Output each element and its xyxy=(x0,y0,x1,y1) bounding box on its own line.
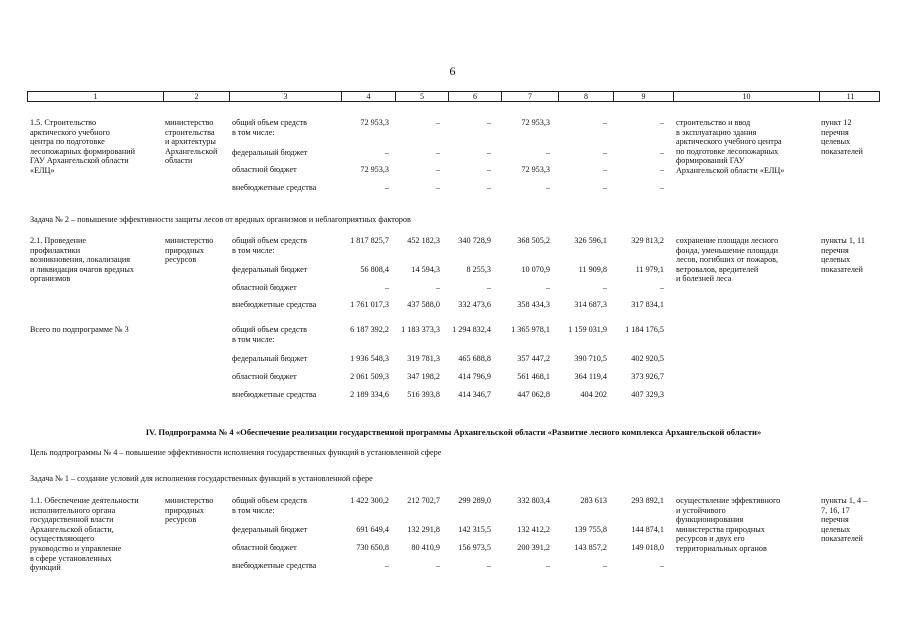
table-header-row xyxy=(27,91,880,102)
activity-name: центра по подготовке xyxy=(30,137,105,147)
funding-source-label: федеральный бюджет xyxy=(232,265,308,274)
funding-value: – xyxy=(545,148,550,157)
target-indicator: пункты 1, 4 – xyxy=(821,496,868,505)
expected-result: ресурсов и двух его xyxy=(676,534,745,544)
funding-value: – xyxy=(486,283,491,292)
funding-source-label: внебюджетные средства xyxy=(232,300,317,309)
funding-value: 283 613 xyxy=(580,496,607,505)
funding-value: 452 182,3 xyxy=(407,236,440,245)
funding-value: – xyxy=(602,118,607,127)
funding-value: – xyxy=(435,148,440,157)
funding-source-label: в том числе: xyxy=(232,505,275,515)
expected-result: и болезней леса xyxy=(676,274,732,284)
funding-value: 317 834,1 xyxy=(631,300,664,309)
funding-value: 329 813,2 xyxy=(631,236,664,245)
funding-source-label: общий объем средств xyxy=(232,118,308,127)
funding-value: 1 761 017,3 xyxy=(350,300,389,309)
column-header: 3 xyxy=(229,92,341,101)
funding-value: 340 728,9 xyxy=(458,236,491,245)
funding-value: – xyxy=(435,118,440,127)
funding-value: 72 953,3 xyxy=(521,165,550,174)
funding-value: – xyxy=(659,165,664,174)
funding-value: 72 953,3 xyxy=(360,165,389,174)
funding-value: – xyxy=(486,165,491,174)
target-indicator: пункты 1, 11 xyxy=(821,236,865,245)
column-header: 5 xyxy=(395,92,448,101)
activity-name: Архангельской области, xyxy=(30,524,114,534)
funding-source-label: в том числе: xyxy=(232,127,275,137)
expected-result: арктического учебного центра xyxy=(676,137,782,147)
activity-name: арктического учебного xyxy=(30,127,110,137)
funding-value: – xyxy=(659,183,664,192)
funding-value: 56 808,4 xyxy=(360,265,389,274)
funding-value: – xyxy=(435,165,440,174)
funding-source-label: областной бюджет xyxy=(232,543,297,552)
funding-value: 11 979,1 xyxy=(635,265,664,274)
target-indicator: показателей xyxy=(821,534,863,544)
funding-source-label: областной бюджет xyxy=(232,372,297,381)
funding-value: – xyxy=(659,148,664,157)
funding-value: 404 202 xyxy=(580,390,607,399)
funding-value: – xyxy=(486,183,491,192)
funding-value: 407 329,3 xyxy=(631,390,664,399)
funding-value: 1 365 978,1 xyxy=(511,325,550,334)
funding-value: – xyxy=(602,561,607,570)
activity-name: 1.5. Строительство xyxy=(30,118,97,127)
funding-value: 332 473,6 xyxy=(458,300,491,309)
expected-result: в эксплуатацию здания xyxy=(676,127,757,137)
subprogram-total-label: Всего по подпрограмме № 3 xyxy=(30,325,129,334)
expected-result: Архангельской области «ЕЛЦ» xyxy=(676,166,785,175)
funding-value: – xyxy=(659,283,664,292)
funding-value: – xyxy=(384,183,389,192)
activity-name: профилактики xyxy=(30,245,81,255)
funding-value: 293 892,1 xyxy=(631,496,664,505)
expected-result: министерства природных xyxy=(676,524,765,534)
responsible-ministry: строительства xyxy=(165,127,215,137)
column-header: 10 xyxy=(673,92,819,101)
expected-result: строительство и ввод xyxy=(676,118,751,127)
expected-result: сохранение площади лесного xyxy=(676,236,779,245)
responsible-ministry: и архитектуры xyxy=(165,137,216,147)
funding-source-label: общий объем средств xyxy=(232,496,308,505)
funding-value: – xyxy=(384,148,389,157)
activity-name: осуществляющего xyxy=(30,534,95,544)
funding-value: 14 594,3 xyxy=(411,265,440,274)
responsible-ministry: министерство xyxy=(165,236,214,245)
activity-name: «ЕЛЦ» xyxy=(30,166,55,175)
funding-value: 1 936 548,3 xyxy=(350,354,389,363)
funding-source-label: общий объем средств xyxy=(232,325,308,334)
funding-value: 8 255,3 xyxy=(466,265,491,274)
funding-value: – xyxy=(435,183,440,192)
funding-source-label: общий объем средств xyxy=(232,236,308,245)
target-indicator: целевых xyxy=(821,524,851,534)
funding-value: 2 189 334,6 xyxy=(350,390,389,399)
funding-value: 11 909,8 xyxy=(578,265,607,274)
expected-result: ветровалов, вредителей xyxy=(676,264,759,274)
expected-result: по подготовке лесопожарных xyxy=(676,146,779,156)
target-indicator: перечня xyxy=(821,127,849,137)
responsible-ministry: ресурсов xyxy=(165,515,197,525)
responsible-ministry: Архангельской xyxy=(165,146,218,156)
funding-value: 144 874,1 xyxy=(631,525,664,534)
column-header: 7 xyxy=(501,92,558,101)
funding-value: 142 315,5 xyxy=(458,525,491,534)
funding-value: 139 755,8 xyxy=(574,525,607,534)
funding-value: – xyxy=(435,283,440,292)
funding-source-label: в том числе: xyxy=(232,334,275,344)
funding-value: 465 688,8 xyxy=(458,354,491,363)
funding-source-label: внебюджетные средства xyxy=(232,183,317,192)
funding-value: 390 710,5 xyxy=(574,354,607,363)
funding-value: – xyxy=(659,118,664,127)
page-number: 6 xyxy=(449,64,456,78)
responsible-ministry: природных xyxy=(165,245,204,255)
funding-source-label: областной бюджет xyxy=(232,283,297,292)
target-indicator: перечня xyxy=(821,245,849,255)
column-header: 9 xyxy=(613,92,673,101)
activity-name: возникновения, локализация xyxy=(30,255,131,265)
activity-name: 1.1. Обеспечение деятельности xyxy=(30,496,139,505)
expected-result: осуществление эффективного xyxy=(676,496,781,505)
funding-value: 72 953,3 xyxy=(360,118,389,127)
funding-value: 6 187 392,2 xyxy=(350,325,389,334)
funding-value: 516 393,8 xyxy=(407,390,440,399)
funding-value: 414 796,9 xyxy=(458,372,491,381)
expected-result: территориальных органов xyxy=(676,544,767,553)
target-indicator: 7, 16, 17 xyxy=(821,505,850,515)
funding-value: – xyxy=(602,183,607,192)
responsible-ministry: министерство xyxy=(165,118,214,127)
funding-value: 156 973,5 xyxy=(458,543,491,552)
subprogram-goal: Цель подпрограммы № 4 – повышение эффективности исполнения государственных функций в установленной сфере xyxy=(30,448,442,457)
activity-name: функций xyxy=(30,563,61,573)
funding-value: 1 183 373,3 xyxy=(401,325,440,334)
activity-name: лесопожарных формирований xyxy=(30,146,135,156)
activity-name: руководство и управление xyxy=(30,544,122,553)
expected-result: функционирования xyxy=(676,515,744,525)
column-header: 1 xyxy=(93,92,98,101)
expected-result: лесов, погибших от пожаров, xyxy=(676,255,779,265)
target-indicator: показателей xyxy=(821,146,863,156)
column-header: 8 xyxy=(558,92,613,101)
funding-value: 1 294 832,4 xyxy=(452,325,491,334)
funding-value: – xyxy=(545,561,550,570)
funding-value: 2 061 509,3 xyxy=(350,372,389,381)
activity-name: в сфере установленных xyxy=(30,553,112,563)
funding-value: – xyxy=(384,561,389,570)
funding-value: 1 184 176,5 xyxy=(625,325,664,334)
activity-name: ГАУ Архангельской области xyxy=(30,156,129,166)
responsible-ministry: природных xyxy=(165,505,204,515)
section-title: IV. Подпрограмма № 4 «Обеспечение реализации государственной программы Архангельской области «Развитие лесного комплекса Архангельской области» xyxy=(145,427,762,437)
funding-value: 80 410,9 xyxy=(411,543,440,552)
funding-value: 447 062,8 xyxy=(517,390,550,399)
funding-source-label: внебюджетные средства xyxy=(232,561,317,570)
expected-result: и устойчивого xyxy=(676,505,726,515)
funding-value: 414 346,7 xyxy=(458,390,491,399)
task-heading: Задача № 2 – повышение эффективности защиты лесов от вредных организмов и неблагоприятных факторов xyxy=(30,215,411,224)
funding-value: 561 468,1 xyxy=(517,372,550,381)
activity-name: государственной власти xyxy=(30,515,114,525)
funding-source-label: федеральный бюджет xyxy=(232,354,308,363)
target-indicator: перечня xyxy=(821,515,849,525)
funding-value: – xyxy=(435,561,440,570)
responsible-ministry: ресурсов xyxy=(165,255,197,265)
funding-value: 212 702,7 xyxy=(407,496,440,505)
funding-value: 1 817 825,7 xyxy=(350,236,389,245)
funding-value: 373 926,7 xyxy=(631,372,664,381)
expected-result: формирований ГАУ xyxy=(676,156,745,166)
funding-value: – xyxy=(486,561,491,570)
target-indicator: целевых xyxy=(821,255,851,265)
funding-value: 319 781,3 xyxy=(407,354,440,363)
funding-value: 143 857,2 xyxy=(574,543,607,552)
funding-source-label: в том числе: xyxy=(232,245,275,255)
funding-value: 1 159 031,9 xyxy=(568,325,607,334)
expected-result: фонда, уменьшение площади xyxy=(676,245,779,255)
funding-value: – xyxy=(602,148,607,157)
activity-name: организмов xyxy=(30,274,71,284)
responsible-ministry: министерство xyxy=(165,496,214,505)
funding-source-label: федеральный бюджет xyxy=(232,525,308,534)
funding-value: 1 422 300,2 xyxy=(350,496,389,505)
funding-value: 358 434,3 xyxy=(517,300,550,309)
funding-value: 437 588,0 xyxy=(407,300,440,309)
target-indicator: показателей xyxy=(821,264,863,274)
funding-value: 326 596,1 xyxy=(574,236,607,245)
funding-value: – xyxy=(602,283,607,292)
funding-value: 299 289,0 xyxy=(458,496,491,505)
funding-value: 332 803,4 xyxy=(517,496,550,505)
funding-source-label: федеральный бюджет xyxy=(232,148,308,157)
activity-name: исполнительного органа xyxy=(30,505,116,515)
funding-value: – xyxy=(384,283,389,292)
funding-source-label: внебюджетные средства xyxy=(232,390,317,399)
funding-value: 132 412,2 xyxy=(517,525,550,534)
column-header: 4 xyxy=(341,92,395,101)
funding-value: – xyxy=(545,183,550,192)
column-header: 11 xyxy=(819,92,881,101)
column-header: 2 xyxy=(163,92,229,101)
funding-value: – xyxy=(545,283,550,292)
funding-value: 364 119,4 xyxy=(574,372,607,381)
funding-value: 730 650,8 xyxy=(356,543,389,552)
funding-value: 314 687,3 xyxy=(574,300,607,309)
target-indicator: целевых xyxy=(821,137,851,147)
task-heading: Задача № 1 – создание условий для исполнения государственных функций в установленной сфере xyxy=(30,474,373,483)
funding-value: 347 198,2 xyxy=(407,372,440,381)
activity-name: 2.1. Проведение xyxy=(30,236,86,245)
funding-value: – xyxy=(486,118,491,127)
funding-value: 691 649,4 xyxy=(356,525,389,534)
funding-value: 10 070,9 xyxy=(521,265,550,274)
funding-value: 132 291,8 xyxy=(407,525,440,534)
funding-value: 357 447,2 xyxy=(517,354,550,363)
funding-value: – xyxy=(602,165,607,174)
funding-source-label: областной бюджет xyxy=(232,165,297,174)
funding-value: 368 505,2 xyxy=(517,236,550,245)
funding-value: – xyxy=(659,561,664,570)
funding-value: – xyxy=(486,148,491,157)
column-header: 6 xyxy=(448,92,501,101)
funding-value: 72 953,3 xyxy=(521,118,550,127)
target-indicator: пункт 12 xyxy=(821,118,852,127)
funding-value: 402 920,5 xyxy=(631,354,664,363)
responsible-ministry: области xyxy=(165,156,193,166)
funding-value: 149 018,0 xyxy=(631,543,664,552)
funding-value: 200 391,2 xyxy=(517,543,550,552)
activity-name: и ликвидация очагов вредных xyxy=(30,264,134,274)
